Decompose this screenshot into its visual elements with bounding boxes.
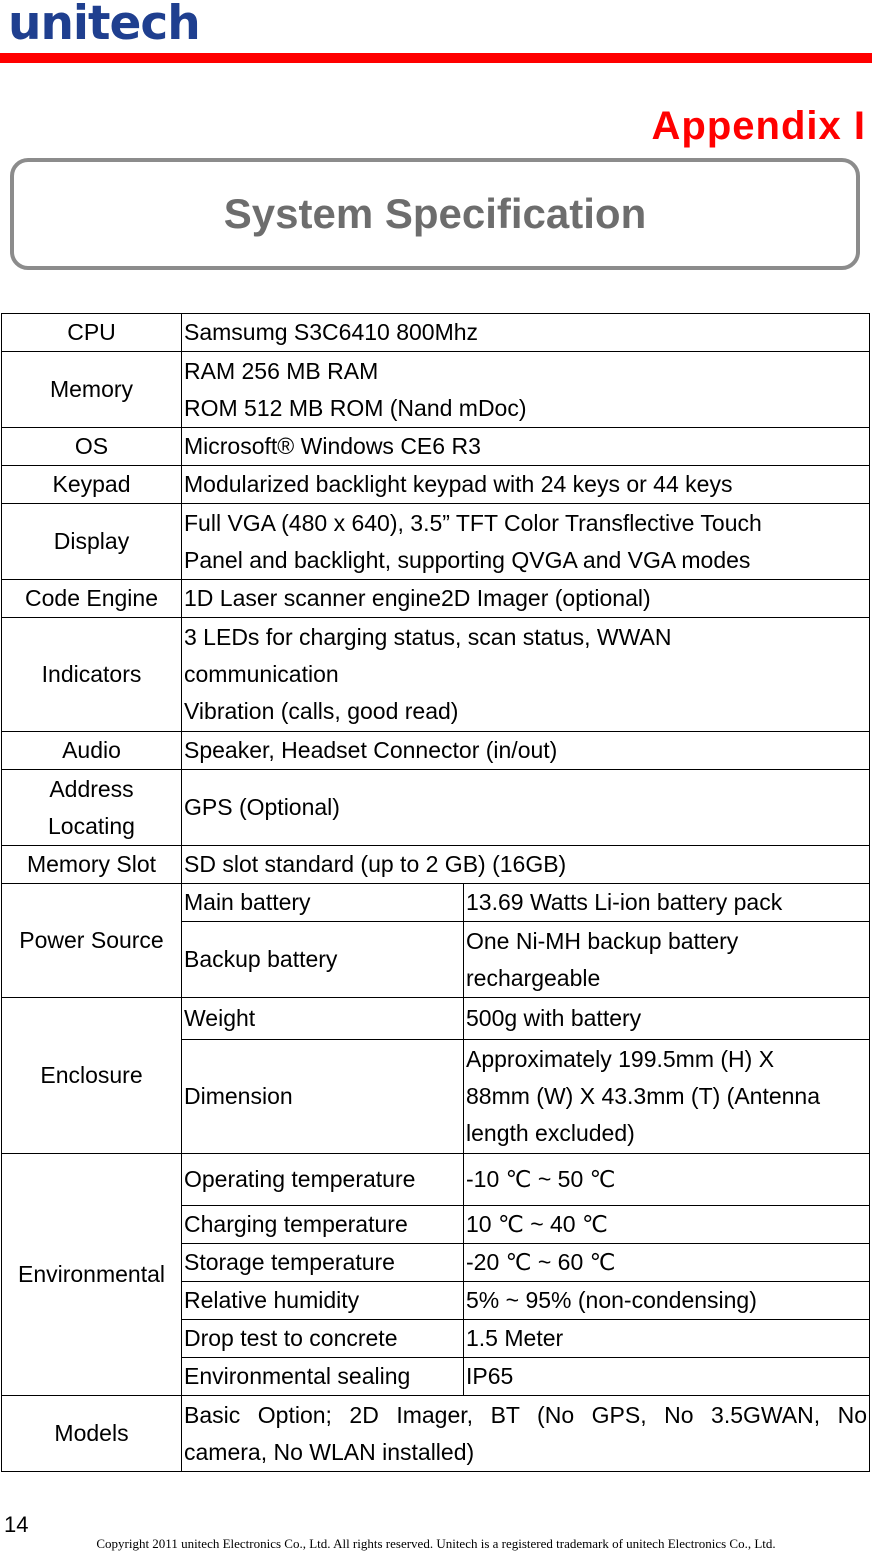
table-row xyxy=(2,884,870,922)
row-value xyxy=(182,618,870,732)
row-value xyxy=(182,504,870,580)
row-label: Audio xyxy=(2,732,182,770)
sub-label: Operating temperature xyxy=(182,1154,464,1206)
table-row xyxy=(2,998,870,1040)
value-line: length excluded) xyxy=(466,1120,635,1146)
row-value: Microsoft® Windows CE6 R3 xyxy=(182,428,870,466)
value-line: 3 LEDs for charging status, scan status, WWAN xyxy=(184,624,672,650)
table-row xyxy=(2,1154,870,1206)
table-row xyxy=(2,1396,870,1472)
sub-value: 500g with battery xyxy=(464,998,870,1040)
table-row xyxy=(2,314,870,352)
row-label: Code Engine xyxy=(2,580,182,618)
row-label: Memory Slot xyxy=(2,846,182,884)
sub-value: -20 ℃ ~ 60 ℃ xyxy=(464,1244,870,1282)
value-line: RAM 256 MB RAM xyxy=(184,357,379,384)
row-label: Keypad xyxy=(2,466,182,504)
row-value: Samsumg S3C6410 800Mhz xyxy=(182,314,870,352)
value-line: rechargeable xyxy=(466,964,601,991)
sub-value xyxy=(464,922,870,998)
table-row xyxy=(2,504,870,580)
appendix-heading: Appendix I xyxy=(651,104,866,148)
sub-value: IP65 xyxy=(464,1358,870,1396)
row-value: Modularized backlight keypad with 24 keys or 44 keys xyxy=(182,466,870,504)
sub-value: 10 ℃ ~ 40 ℃ xyxy=(464,1206,870,1244)
sub-label: Main battery xyxy=(182,884,464,922)
label-line: Locating xyxy=(48,812,135,839)
sub-label: Charging temperature xyxy=(182,1206,464,1244)
sub-label: Backup battery xyxy=(182,922,464,998)
copyright-footer: Copyright 2011 unitech Electronics Co., Ltd. All rights reserved. Unitech is a registered trademark of unitech Electronics Co., Ltd. xyxy=(96,1536,776,1551)
sub-label: Weight xyxy=(182,998,464,1040)
value-line: 88mm (W) X 43.3mm (T) (Antenna xyxy=(466,1083,821,1109)
spec-table xyxy=(1,313,870,1472)
value-line: ROM 512 MB ROM (Nand mDoc) xyxy=(184,394,527,421)
row-label xyxy=(2,770,182,846)
page-title: System Specification xyxy=(223,190,647,237)
value-line: One Ni-MH backup battery xyxy=(466,927,739,954)
sub-value: -10 ℃ ~ 50 ℃ xyxy=(464,1154,870,1206)
table-row xyxy=(2,618,870,732)
row-label: Indicators xyxy=(2,618,182,732)
table-row xyxy=(2,732,870,770)
value-line: Panel and backlight, supporting QVGA and VGA modes xyxy=(184,546,751,573)
table-row xyxy=(2,580,870,618)
value-line: communication xyxy=(184,661,339,687)
table-row xyxy=(2,466,870,504)
sub-value: 1.5 Meter xyxy=(464,1320,870,1358)
header-red-rule xyxy=(0,53,872,63)
value-line: camera, No WLAN installed) xyxy=(184,1438,475,1465)
sub-value: 13.69 Watts Li-ion battery pack xyxy=(464,884,870,922)
row-value: Speaker, Headset Connector (in/out) xyxy=(182,732,870,770)
row-value: SD slot standard (up to 2 GB) (16GB) xyxy=(182,846,870,884)
value-line: Full VGA (480 x 640), 3.5” TFT Color Transflective Touch xyxy=(184,509,762,536)
value-line: Basic Option; 2D Imager, BT (No GPS, No 3.5GWAN, No xyxy=(184,1401,867,1428)
unitech-logo: unitech xyxy=(8,0,200,51)
value-line: Approximately 199.5mm (H) X xyxy=(466,1046,775,1072)
row-value: 1D Laser scanner engine2D Imager (optional) xyxy=(182,580,870,618)
value-line: Vibration (calls, good read) xyxy=(184,698,459,724)
sub-label: Dimension xyxy=(182,1040,464,1154)
row-label: CPU xyxy=(2,314,182,352)
row-label: Environmental xyxy=(2,1154,182,1396)
row-value: GPS (Optional) xyxy=(182,770,870,846)
table-row xyxy=(2,352,870,428)
table-row xyxy=(2,428,870,466)
table-row xyxy=(2,770,870,846)
row-label: Display xyxy=(2,504,182,580)
sub-label: Storage temperature xyxy=(182,1244,464,1282)
table-row xyxy=(2,846,870,884)
row-label: Power Source xyxy=(2,884,182,998)
sub-label: Drop test to concrete xyxy=(182,1320,464,1358)
label-line: Address xyxy=(49,775,134,802)
row-value xyxy=(182,352,870,428)
row-label: Models xyxy=(2,1396,182,1472)
sub-label: Relative humidity xyxy=(182,1282,464,1320)
row-label: Memory xyxy=(2,352,182,428)
sub-label: Environmental sealing xyxy=(182,1358,464,1396)
row-value xyxy=(182,1396,870,1472)
sub-value: 5% ~ 95% (non-condensing) xyxy=(464,1282,870,1320)
section-title-box xyxy=(10,158,860,270)
page-number: 14 xyxy=(4,1512,29,1537)
row-label: Enclosure xyxy=(2,998,182,1154)
sub-value xyxy=(464,1040,870,1154)
row-label: OS xyxy=(2,428,182,466)
